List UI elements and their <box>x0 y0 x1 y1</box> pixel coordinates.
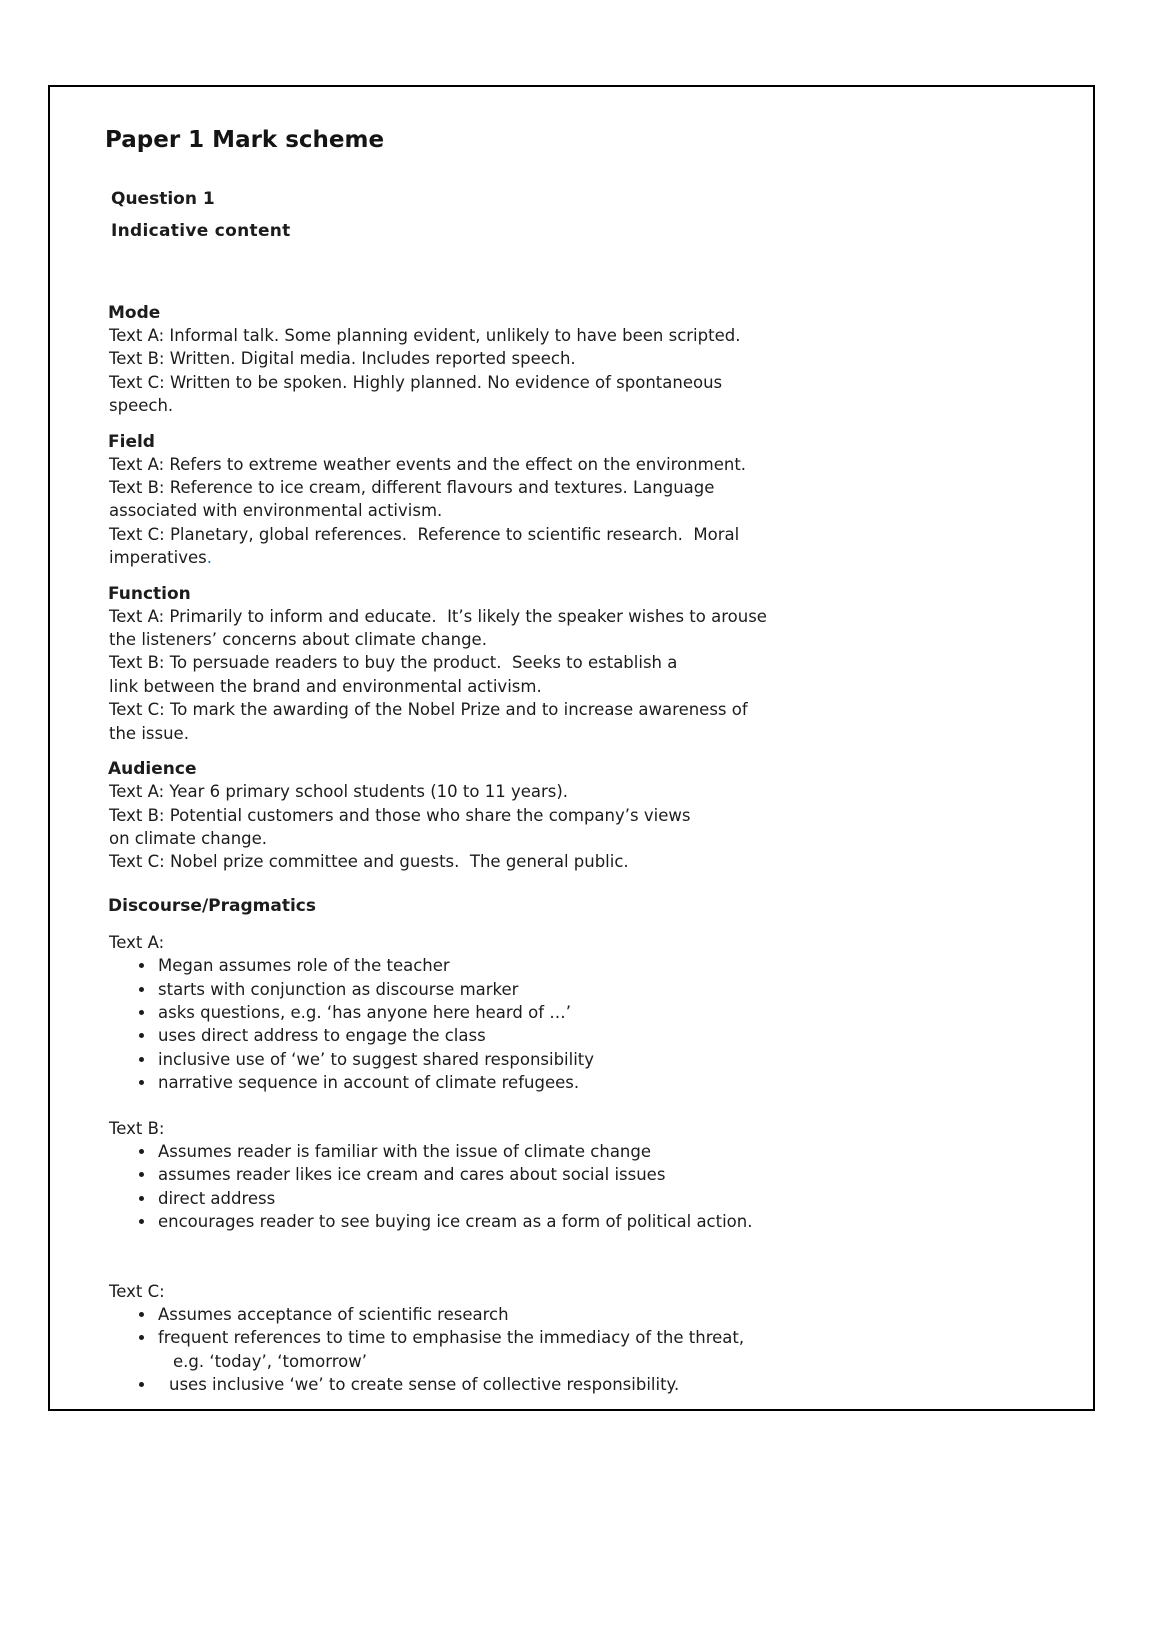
section-discourse-pragmatics <box>104 896 1051 1397</box>
bullet-line-2: e.g. ‘today’, ‘tomorrow’ <box>173 1351 367 1371</box>
field-text-b: Text B: Reference to ice cream, different flavours and textures. Language <box>109 478 715 498</box>
discourse-text-a-label: Text A: <box>109 932 165 952</box>
field-text-c-cont <box>109 546 1051 569</box>
bullet-item: • asks questions, e.g. ‘has anyone here heard of …’ <box>156 1001 1051 1024</box>
question-heading: Question 1 <box>111 189 215 209</box>
field-text-c: Text C: Planetary, global references. Reference to scientific research. Moral <box>109 524 740 544</box>
function-text-c: Text C: To mark the awarding of the Nobel Prize and to increase awareness of <box>109 700 748 720</box>
section-heading-discourse: Discourse/Pragmatics <box>108 895 316 916</box>
section-heading-mode: Mode <box>108 303 161 323</box>
function-text-c-cont: the issue. <box>109 723 189 743</box>
colored-period: . <box>206 548 212 568</box>
mode-text-a: Text A: Informal talk. Some planning evident, unlikely to have been scripted. <box>109 326 741 345</box>
mode-text-c: Text C: Written to be spoken. Highly planned. No evidence of spontaneous <box>109 372 723 392</box>
field-text-b-cont: associated with environmental activism. <box>109 501 443 521</box>
section-function <box>104 584 1051 745</box>
audience-text-a: Text A: Year 6 primary school students (10 to 11 years). <box>109 782 569 802</box>
bullet-item: • encourages reader to see buying ice cream as a form of political action. <box>156 1210 1051 1233</box>
bullet-item: • Assumes acceptance of scientific research <box>156 1303 1051 1326</box>
section-field <box>104 432 1051 570</box>
bullet-item: • uses inclusive ‘we’ to create sense of collective responsibility. <box>156 1373 1051 1396</box>
field-text-c-cont-text: imperatives <box>109 548 207 568</box>
page-title: Paper 1 Mark scheme <box>105 127 385 153</box>
bullet-item: • inclusive use of ‘we’ to suggest shared responsibility <box>156 1048 1051 1071</box>
discourse-text-c-bullets <box>109 1303 1051 1397</box>
section-heading-audience: Audience <box>108 759 197 780</box>
section-heading-function: Function <box>108 583 191 604</box>
bullet-item: • uses direct address to engage the class <box>156 1024 1051 1047</box>
discourse-text-b-label: Text B: <box>109 1118 165 1138</box>
bullet-item <box>156 1326 1051 1373</box>
discourse-text-a-bullets <box>109 954 1051 1094</box>
bullet-item: • starts with conjunction as discourse marker <box>156 978 1051 1001</box>
discourse-text-c-label: Text C: <box>109 1281 165 1301</box>
section-mode <box>104 303 1051 418</box>
bullet-item: • narrative sequence in account of climate refugees. <box>156 1071 1051 1094</box>
mode-text-b: Text B: Written. Digital media. Includes reported speech. <box>109 349 576 369</box>
discourse-text-b-bullets <box>109 1140 1051 1234</box>
audience-text-c: Text C: Nobel prize committee and guests. The general public. <box>109 852 629 872</box>
indicative-content-heading: Indicative content <box>111 221 291 241</box>
function-text-a: Text A: Primarily to inform and educate. It’s likely the speaker wishes to arouse <box>109 606 767 626</box>
bullet-line-1: frequent references to time to emphasise the immediacy of the threat, <box>158 1328 745 1348</box>
section-audience <box>104 759 1051 874</box>
audience-text-b: Text B: Potential customers and those who share the company’s views <box>109 805 691 825</box>
document-page <box>48 85 1095 1411</box>
bullet-item: • Megan assumes role of the teacher <box>156 954 1051 977</box>
bullet-item: • assumes reader likes ice cream and cares about social issues <box>156 1163 1051 1186</box>
mode-text-c-cont: speech. <box>109 396 174 416</box>
bullet-item: • Assumes reader is familiar with the issue of climate change <box>156 1140 1051 1163</box>
bullet-item: • direct address <box>156 1187 1051 1210</box>
field-text-a: Text A: Refers to extreme weather events and the effect on the environment. <box>109 454 747 474</box>
function-text-a-cont: the listeners’ concerns about climate change. <box>109 630 487 650</box>
audience-text-b-cont: on climate change. <box>109 828 268 848</box>
section-heading-field: Field <box>108 431 155 452</box>
function-text-b: Text B: To persuade readers to buy the product. Seeks to establish a <box>109 653 678 673</box>
function-text-b-cont: link between the brand and environmental activism. <box>109 676 542 696</box>
